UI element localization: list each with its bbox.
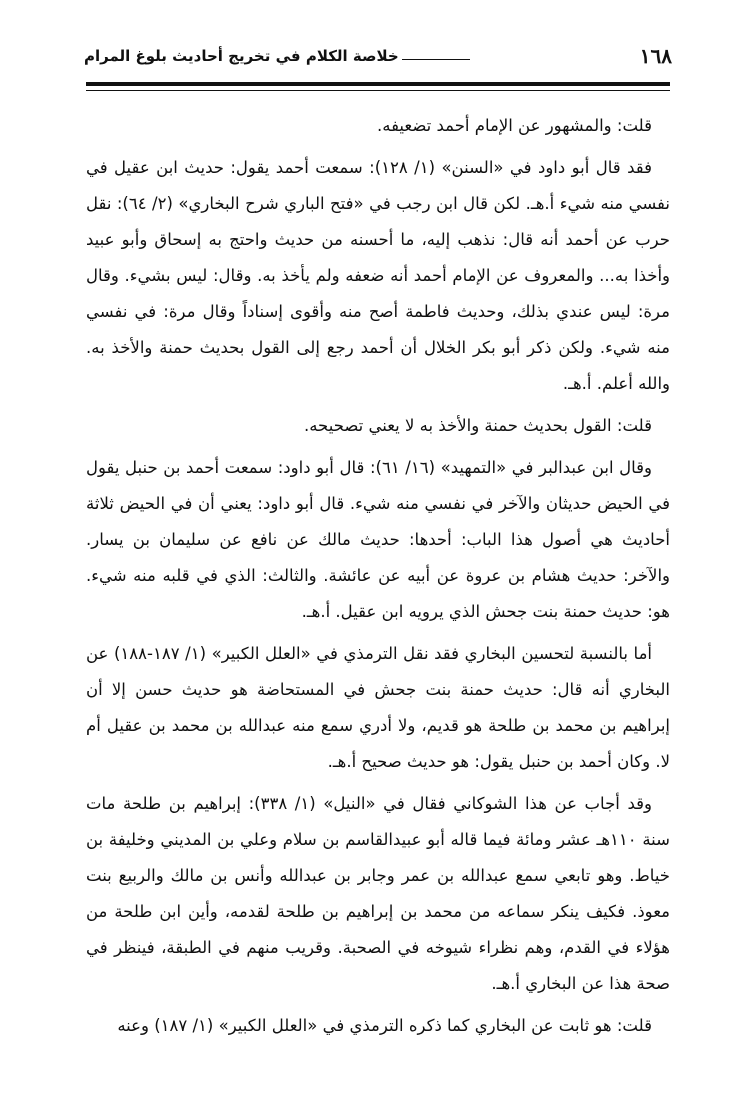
header-rule-thick bbox=[86, 82, 670, 86]
paragraph: أما بالنسبة لتحسين البخاري فقد نقل الترمذي في «العلل الكبير» (١/ ١٨٧-١٨٨) عن البخاري أنه قال: حديث حمنة بنت جحش في المستحاضة هو حديث حسن إلا أن إبراهيم بن محمد بن طلحة هو قديم، ولا أدري سمع منه عبدالله بن محمد بن عقيل أم لا. وكان أحمد بن حنبل يقول: هو حديث صحيح أ.هـ. bbox=[86, 644, 670, 771]
title-dash bbox=[402, 59, 470, 60]
body-text bbox=[86, 108, 670, 1044]
paragraph: قلت: القول بحديث حمنة والأخذ به لا يعني تصحيحه. bbox=[303, 416, 652, 435]
page-number: ١٦٨ bbox=[639, 44, 672, 68]
paragraph: وقال ابن عبدالبر في «التمهيد» (١٦/ ٦١): قال أبو داود: سمعت أحمد بن حنبل يقول في الحيض حديثان والآخر في نفسي منه شيء. قال أبو داود: يعني أن في الحيض ثلاثة أحاديث هي أصول هذا الباب: أحدها: حديث مالك عن نافع عن سليمان بن يسار. والآخر: حديث هشام بن عروة عن أبيه عن عائشة. والثالث: الذي في قلبه منه شيء. هو: حديث حمنة بنت جحش الذي يرويه ابن عقيل. أ.هـ. bbox=[86, 458, 670, 621]
running-title: خلاصة الكلام في تخريج أحاديث بلوغ المرام bbox=[84, 47, 399, 65]
paragraph: فقد قال أبو داود في «السنن» (١/ ١٢٨): سمعت أحمد يقول: حديث ابن عقيل في نفسي منه شيء أ.هـ. لكن قال ابن رجب في «فتح الباري شرح البخاري» (٢/ ٦٤): نقل حرب عن أحمد أنه قال: نذهب إليه، ما أحسنه من حديث واحتج به إسحاق وأبو عبيد وأخذا به... والمعروف عن الإمام أحمد أنه ضعفه ولم يأخذ به. وقال: ليس بشيء. وقال مرة: ليس عندي بذلك، وحديث فاطمة أصح منه وأقوى إسناداً وقال مرة: في نفسي منه شيء. ولكن ذكر أبو بكر الخلال أن أحمد رجع إلى القول بحديث حمنة والأخذ به. والله أعلم. أ.هـ. bbox=[86, 158, 670, 393]
paragraph: قلت: هو ثابت عن البخاري كما ذكره الترمذي في «العلل الكبير» (١/ ١٨٧) وعنه bbox=[117, 1016, 652, 1035]
paragraph: قلت: والمشهور عن الإمام أحمد تضعيفه. bbox=[376, 116, 652, 135]
header-rule-thin bbox=[86, 90, 670, 91]
page-header bbox=[84, 40, 672, 76]
paragraph: وقد أجاب عن هذا الشوكاني فقال في «النيل» (١/ ٣٣٨): إبراهيم بن طلحة مات سنة ١١٠هـ عشر ومائة فيما قاله أبو عبيدالقاسم بن سلام وعلي بن المديني وخليفة بن خياط. وهو تابعي سمع عبدالله بن عمر وجابر بن عبدالله وأنس بن مالك والربيع بنت معوذ. فكيف ينكر سماعه من محمد بن إبراهيم بن طلحة لقدمه، وأين ابن طلحة من هؤلاء في القدم، وهم نظراء شيوخه في الصحبة. وقريب منهم في الطبقة، فينظر في صحة هذا عن البخاري أ.هـ. bbox=[86, 794, 670, 993]
